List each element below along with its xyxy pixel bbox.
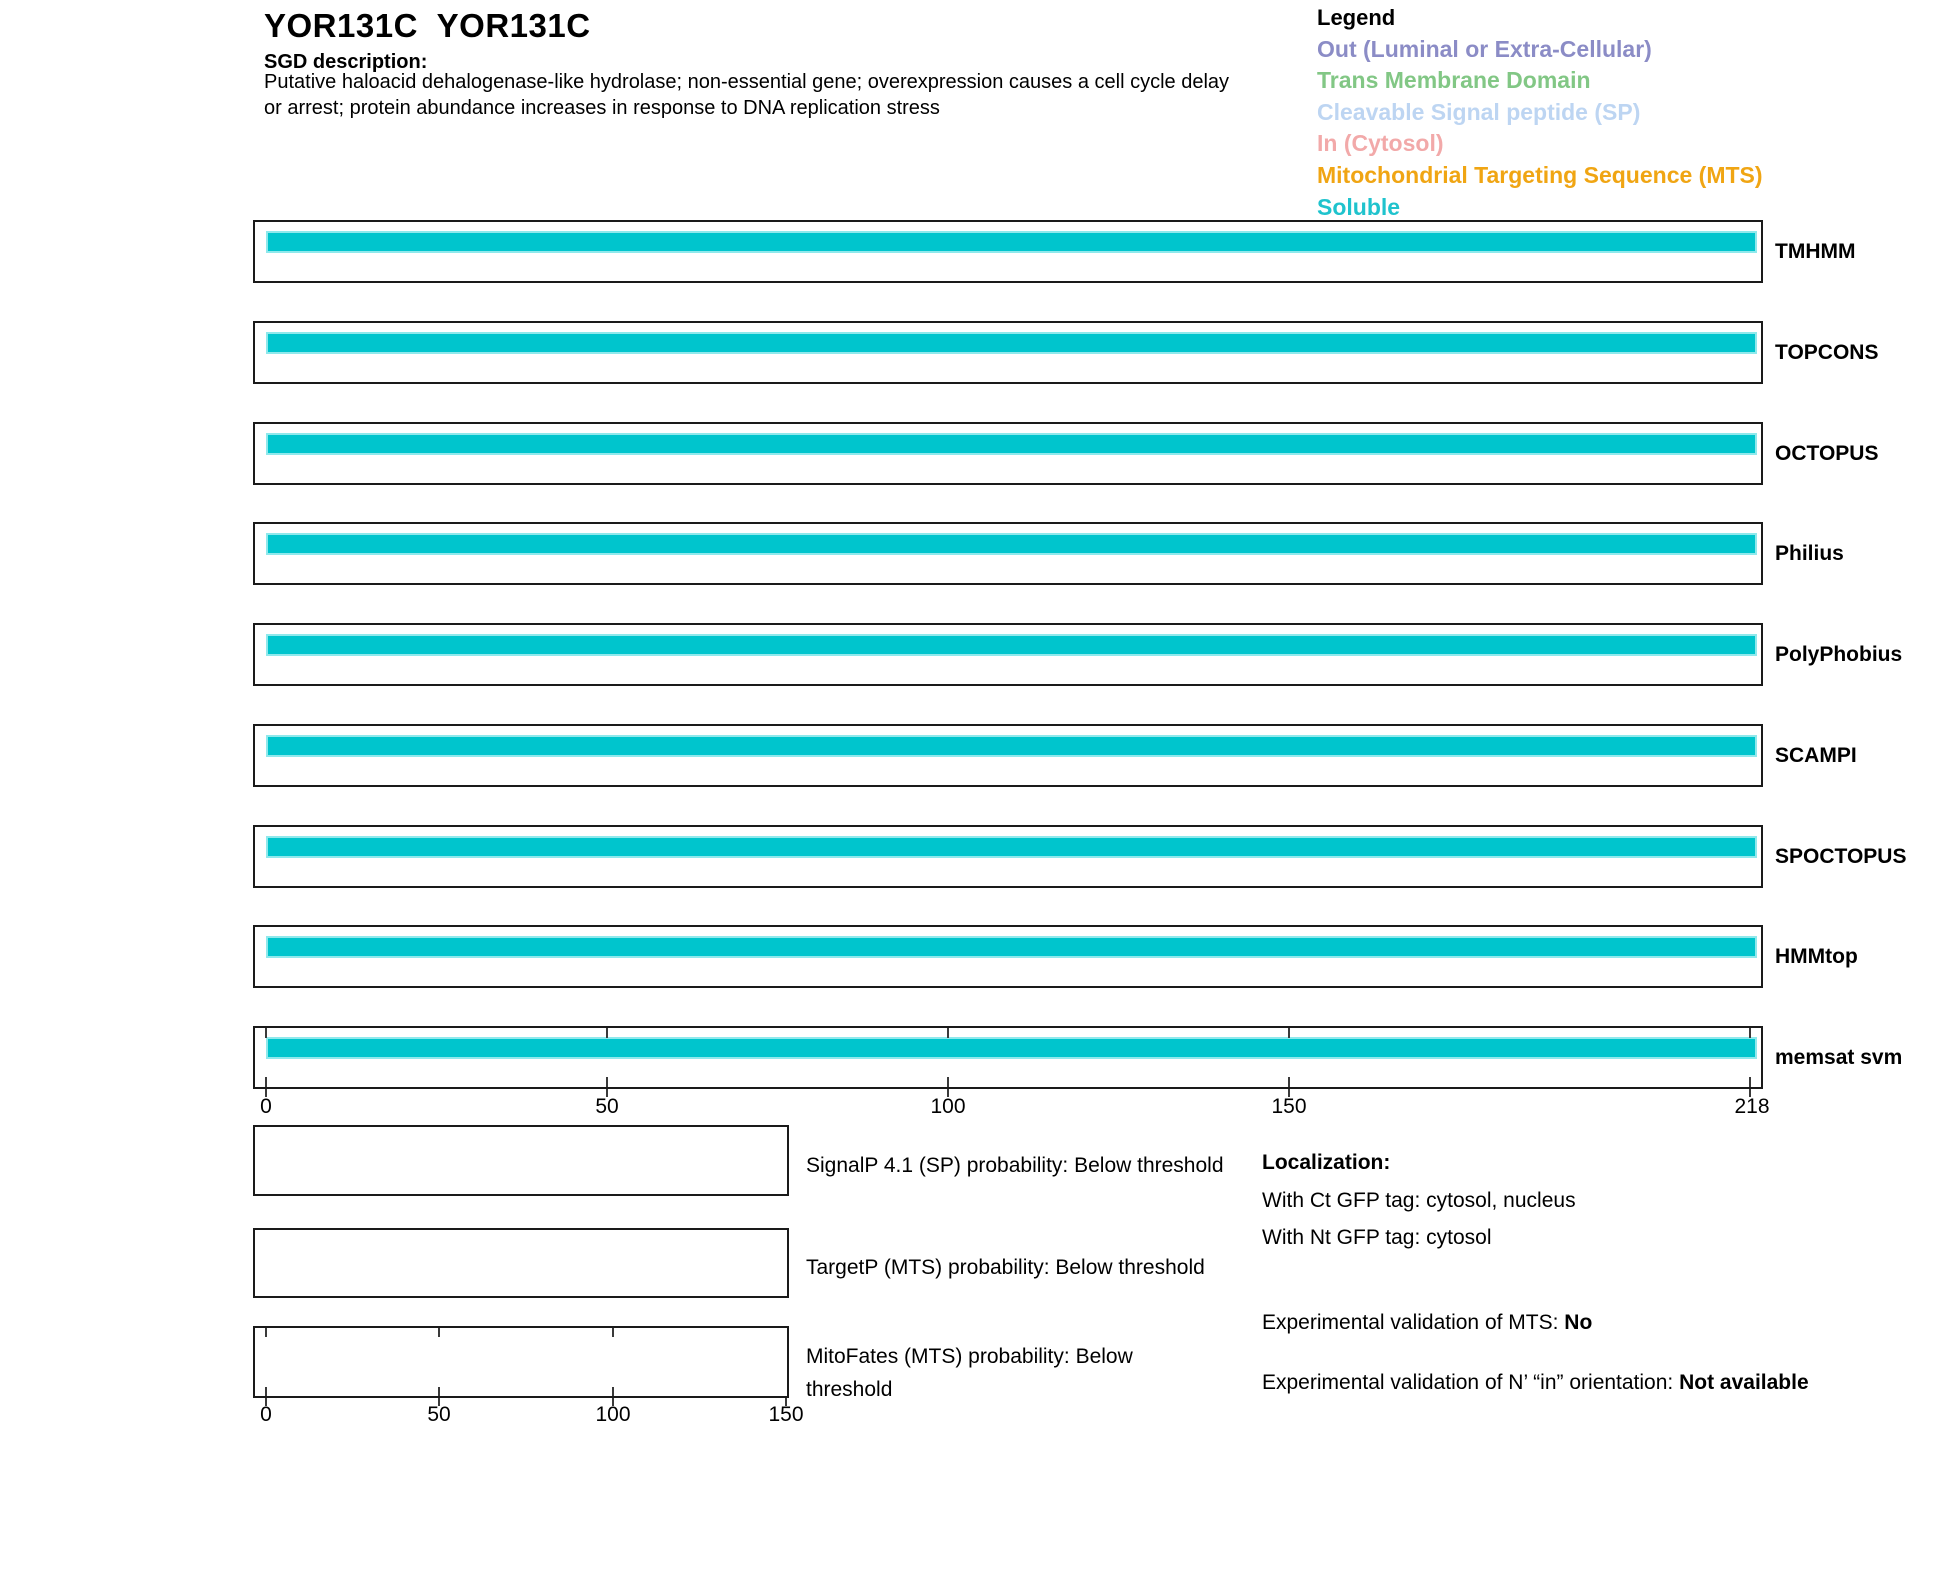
axis-tick xyxy=(265,1328,267,1337)
track-box-polyphobius xyxy=(253,623,1763,686)
targetp-probability-label: TargetP (MTS) probability: Below threshold xyxy=(806,1256,1205,1279)
soluble-span-bar xyxy=(266,836,1757,858)
sequence-axis-tick-label: 218 xyxy=(1734,1095,1770,1118)
legend-item-soluble: Soluble xyxy=(1317,193,1401,220)
legend-item-signal-peptide: Cleavable Signal peptide (SP) xyxy=(1317,98,1641,125)
soluble-span-bar xyxy=(266,332,1757,354)
sgd-description-label: SGD description: xyxy=(264,51,428,73)
localization-nt-line: With Nt GFP tag: cytosol xyxy=(1262,1226,1492,1249)
legend-item-mts: Mitochondrial Targeting Sequence (MTS) xyxy=(1317,161,1763,188)
legend-item-out: Out (Luminal or Extra-Cellular) xyxy=(1317,35,1652,62)
localization-ct-line: With Ct GFP tag: cytosol, nucleus xyxy=(1262,1189,1576,1212)
soluble-span-bar xyxy=(266,735,1757,757)
axis-tick xyxy=(612,1328,614,1337)
axis-tick xyxy=(1749,1077,1751,1087)
soluble-span-bar xyxy=(266,936,1757,958)
axis-tick xyxy=(947,1077,949,1087)
track-label-philius: Philius xyxy=(1775,542,1844,565)
sgd-description-line2: or arrest; protein abundance increases in response to DNA replication stress xyxy=(264,97,940,119)
mitofates-probability-box xyxy=(253,1326,789,1398)
page-title: YOR131C YOR131C xyxy=(264,7,591,44)
sequence-axis-tick-label: 0 xyxy=(260,1095,272,1118)
localization-heading: Localization: xyxy=(1262,1151,1391,1174)
signalp-probability-box xyxy=(253,1125,789,1196)
axis-tick xyxy=(1288,1077,1290,1087)
signalp-probability-label: SignalP 4.1 (SP) probability: Below threshold xyxy=(806,1154,1224,1177)
legend xyxy=(1317,2,1763,223)
axis-tick xyxy=(1749,1028,1751,1038)
track-box-memsat-svm xyxy=(253,1026,1763,1089)
targetp-probability-box xyxy=(253,1228,789,1298)
soluble-span-bar xyxy=(266,533,1757,555)
soluble-span-bar xyxy=(266,231,1757,253)
probability-axis-tick-label: 0 xyxy=(260,1403,272,1426)
legend-item-transmembrane: Trans Membrane Domain xyxy=(1317,67,1591,94)
track-box-spoctopus xyxy=(253,825,1763,888)
track-label-octopus: OCTOPUS xyxy=(1775,442,1879,465)
track-label-hmmtop: HMMtop xyxy=(1775,945,1858,968)
track-box-hmmtop xyxy=(253,925,1763,988)
probability-axis-tick-label: 100 xyxy=(595,1403,631,1426)
track-box-octopus xyxy=(253,422,1763,485)
axis-tick xyxy=(438,1387,440,1396)
soluble-span-bar xyxy=(266,1037,1757,1059)
probability-axis-tick-label: 50 xyxy=(427,1403,451,1426)
track-box-philius xyxy=(253,522,1763,585)
mts-validation-value: No xyxy=(1564,1311,1593,1334)
track-box-tmhmm xyxy=(253,220,1763,283)
track-label-tmhmm: TMHMM xyxy=(1775,240,1856,263)
axis-tick xyxy=(606,1077,608,1087)
sequence-axis-tick-label: 50 xyxy=(595,1095,619,1118)
mitofates-probability-label: MitoFates (MTS) probability: Below threshold xyxy=(806,1345,1133,1401)
legend-title: Legend xyxy=(1317,5,1396,30)
legend-item-in-cytosol: In (Cytosol) xyxy=(1317,130,1444,157)
sequence-axis-tick-label: 100 xyxy=(930,1095,966,1118)
axis-tick xyxy=(612,1387,614,1396)
track-label-polyphobius: PolyPhobius xyxy=(1775,643,1903,666)
orientation-validation-line xyxy=(1262,1366,1827,1400)
probability-axis-tick-label: 150 xyxy=(768,1403,804,1426)
soluble-span-bar xyxy=(266,433,1757,455)
sequence-axis-tick-label: 150 xyxy=(1271,1095,1307,1118)
axis-tick xyxy=(1288,1028,1290,1038)
mts-validation-label: Experimental validation of MTS: xyxy=(1262,1311,1565,1334)
track-label-spoctopus: SPOCTOPUS xyxy=(1775,845,1907,868)
mts-validation-line xyxy=(1262,1306,1592,1340)
axis-tick xyxy=(265,1077,267,1087)
orientation-validation-label: Experimental validation of N’ “in” orientation: xyxy=(1262,1371,1680,1394)
track-label-memsat-svm: memsat svm xyxy=(1775,1046,1903,1069)
axis-tick xyxy=(265,1028,267,1038)
track-box-topcons xyxy=(253,321,1763,384)
track-box-scampi xyxy=(253,724,1763,787)
axis-tick xyxy=(265,1387,267,1396)
axis-tick xyxy=(606,1028,608,1038)
sgd-description-line1: Putative haloacid dehalogenase-like hydrolase; non-essential gene; overexpression causes a cell cycle delay xyxy=(264,71,1230,93)
soluble-span-bar xyxy=(266,634,1757,656)
orientation-validation-value: Not available xyxy=(1679,1371,1809,1394)
track-label-topcons: TOPCONS xyxy=(1775,341,1879,364)
axis-tick xyxy=(438,1328,440,1337)
axis-tick xyxy=(947,1028,949,1038)
track-label-scampi: SCAMPI xyxy=(1775,744,1857,767)
